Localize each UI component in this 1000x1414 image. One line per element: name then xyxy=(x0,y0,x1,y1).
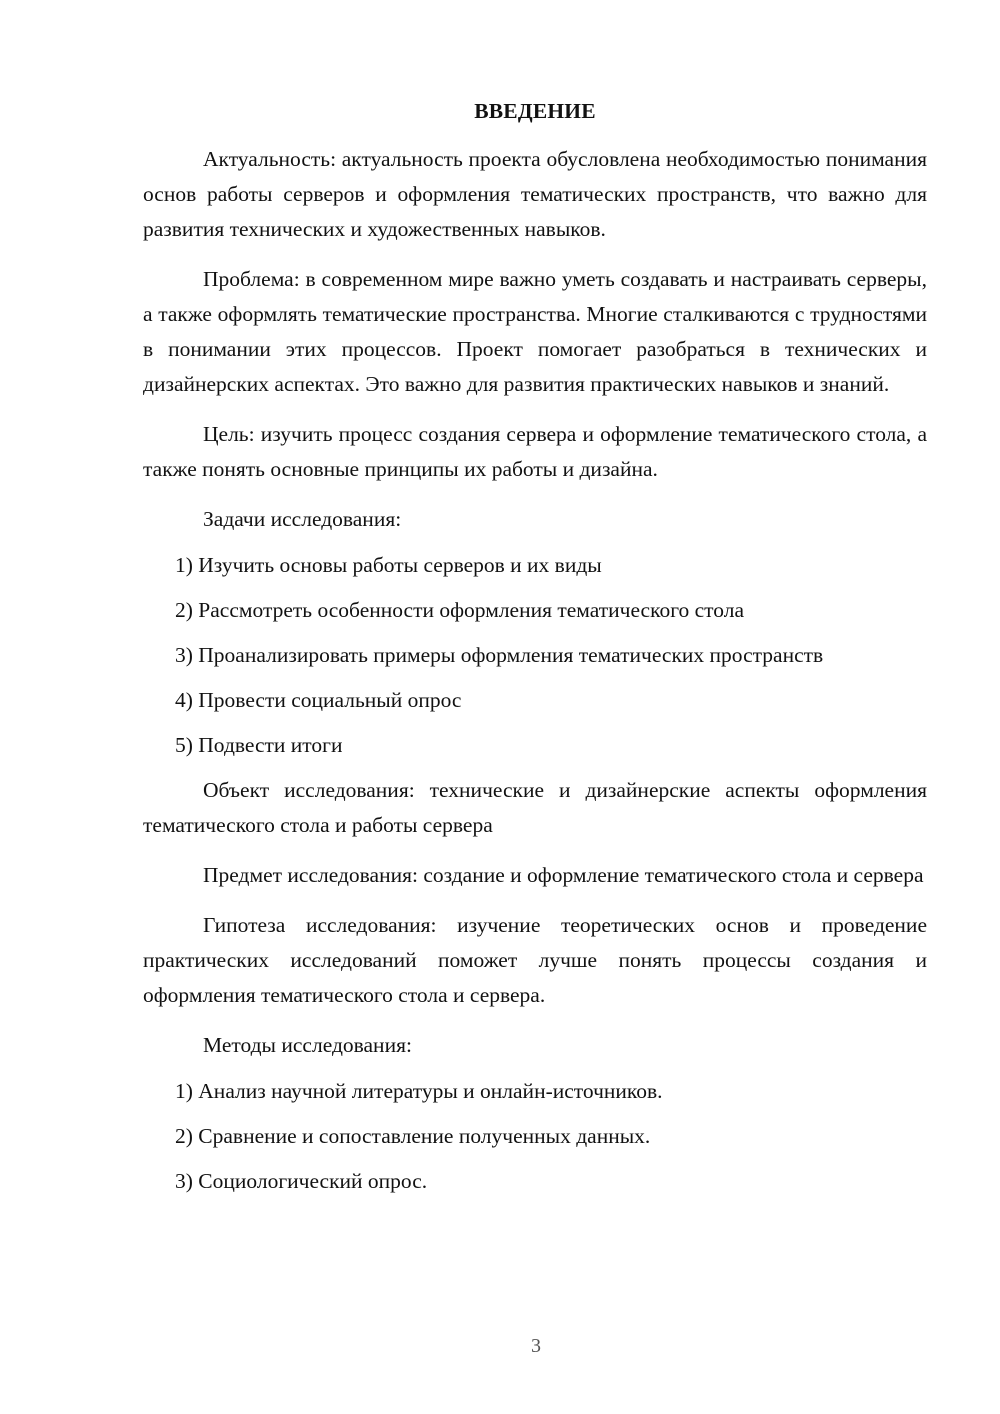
methods-heading: Методы исследования: xyxy=(203,1033,412,1057)
method-item: 2) Сравнение и сопоставление полученных данных. xyxy=(175,1124,651,1148)
relevance-paragraph: Актуальность: актуальность проекта обусловлена необходимостью понимания основ работы серверов и оформления тематических пространств, что важно для развития технических и художественных навыков. xyxy=(143,147,927,241)
task-item: 1) Изучить основы работы серверов и их виды xyxy=(175,553,602,577)
goal-paragraph: Цель: изучить процесс создания сервера и оформление тематического стола, а также понять основные принципы их работы и дизайна. xyxy=(143,422,927,481)
page-content xyxy=(143,94,927,1209)
hypothesis-paragraph: Гипотеза исследования: изучение теоретических основ и проведение практических исследований поможет лучше понять процессы создания и оформления тематического стола и сервера. xyxy=(143,913,927,1007)
task-item: 4) Провести социальный опрос xyxy=(175,688,462,712)
section-title: ВВЕДЕНИЕ xyxy=(474,99,596,123)
problem-paragraph: Проблема: в современном мире важно уметь создавать и настраивать серверы, а также оформлять тематические пространства. Многие сталкиваются с трудностями в понимании этих процессов. Проект помогает разобраться в технических и дизайнерских аспектах. Это важно для развития практических навыков и знаний. xyxy=(143,267,927,396)
tasks-heading: Задачи исследования: xyxy=(203,507,402,531)
method-item: 3) Социологический опрос. xyxy=(175,1169,428,1193)
methods-list xyxy=(143,1074,927,1199)
object-paragraph: Объект исследования: технические и дизайнерские аспекты оформления тематического стола и работы сервера xyxy=(143,778,927,837)
subject-paragraph: Предмет исследования: создание и оформление тематического стола и сервера xyxy=(203,863,924,887)
task-item: 2) Рассмотреть особенности оформления тематического стола xyxy=(175,598,744,622)
page-number: 3 xyxy=(531,1335,541,1357)
tasks-list xyxy=(143,548,927,763)
task-item: 3) Проанализировать примеры оформления тематических пространств xyxy=(175,643,824,667)
method-item: 1) Анализ научной литературы и онлайн-источников. xyxy=(175,1079,663,1103)
task-item: 5) Подвести итоги xyxy=(175,733,343,757)
